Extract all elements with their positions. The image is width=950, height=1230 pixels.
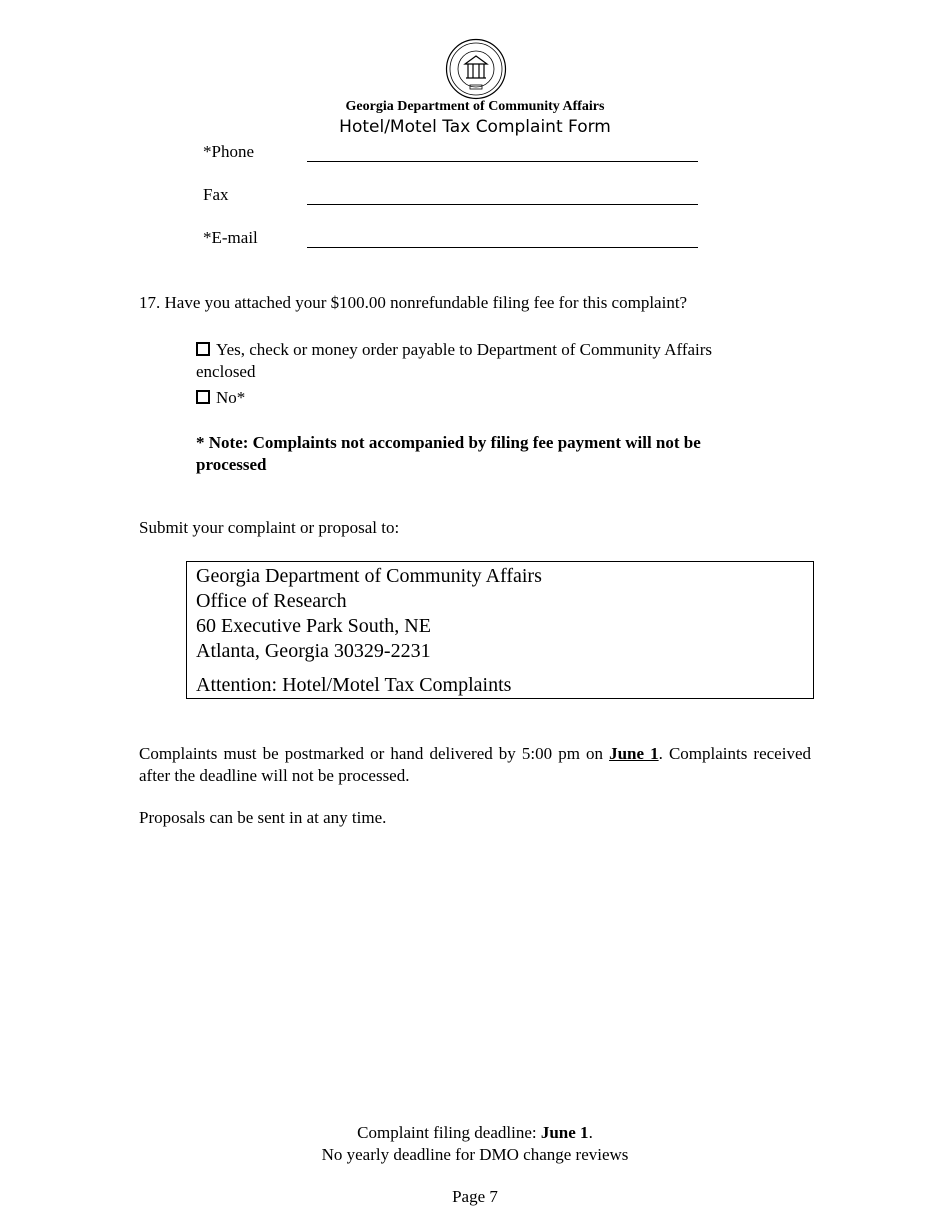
agency-name: Georgia Department of Community Affairs xyxy=(345,99,605,114)
fax-field[interactable] xyxy=(307,204,698,205)
address-line-2: Office of Research xyxy=(196,590,347,612)
option-no xyxy=(196,387,245,409)
fee-note: * Note: Complaints not accompanied by filing fee payment will not be xyxy=(196,433,701,452)
address-line-3: 60 Executive Park South, NE xyxy=(196,615,431,637)
question-17: 17. Have you attached your $100.00 nonrefundable filing fee for this complaint? xyxy=(139,293,688,312)
proposals-note: Proposals can be sent in at any time. xyxy=(139,808,387,827)
phone-label: *Phone xyxy=(203,142,254,161)
submit-intro: Submit your complaint or proposal to: xyxy=(139,518,400,537)
email-label: *E-mail xyxy=(203,228,258,247)
phone-field[interactable] xyxy=(307,161,698,162)
fee-note-cont: processed xyxy=(196,455,267,474)
option-yes-label-cont: enclosed xyxy=(196,362,256,381)
footer-dmo-note: No yearly deadline for DMO change reviews xyxy=(321,1145,629,1164)
deadline-date: June 1 xyxy=(609,744,659,763)
option-no-label: No* xyxy=(216,388,246,407)
option-yes xyxy=(196,339,712,361)
address-line-4: Atlanta, Georgia 30329-2231 xyxy=(196,640,431,662)
form-title: Hotel/Motel Tax Complaint Form xyxy=(339,117,611,137)
georgia-seal-icon xyxy=(445,38,507,100)
option-yes-label: Yes, check or money order payable to Department of Community Affairs xyxy=(216,340,713,359)
address-attention: Attention: Hotel/Motel Tax Complaints xyxy=(196,674,512,696)
page-number: Page 7 xyxy=(452,1187,498,1206)
email-field[interactable] xyxy=(307,247,698,248)
deadline-paragraph: Complaints must be postmarked or hand delivered by 5:00 pm on June 1. Complaints received after the deadline will not be processed. xyxy=(139,744,811,785)
footer-deadline: Complaint filing deadline: June 1. xyxy=(357,1123,593,1142)
fax-label: Fax xyxy=(203,185,229,204)
yes-checkbox[interactable] xyxy=(196,342,210,356)
address-line-1: Georgia Department of Community Affairs xyxy=(196,565,542,587)
no-checkbox[interactable] xyxy=(196,390,210,404)
